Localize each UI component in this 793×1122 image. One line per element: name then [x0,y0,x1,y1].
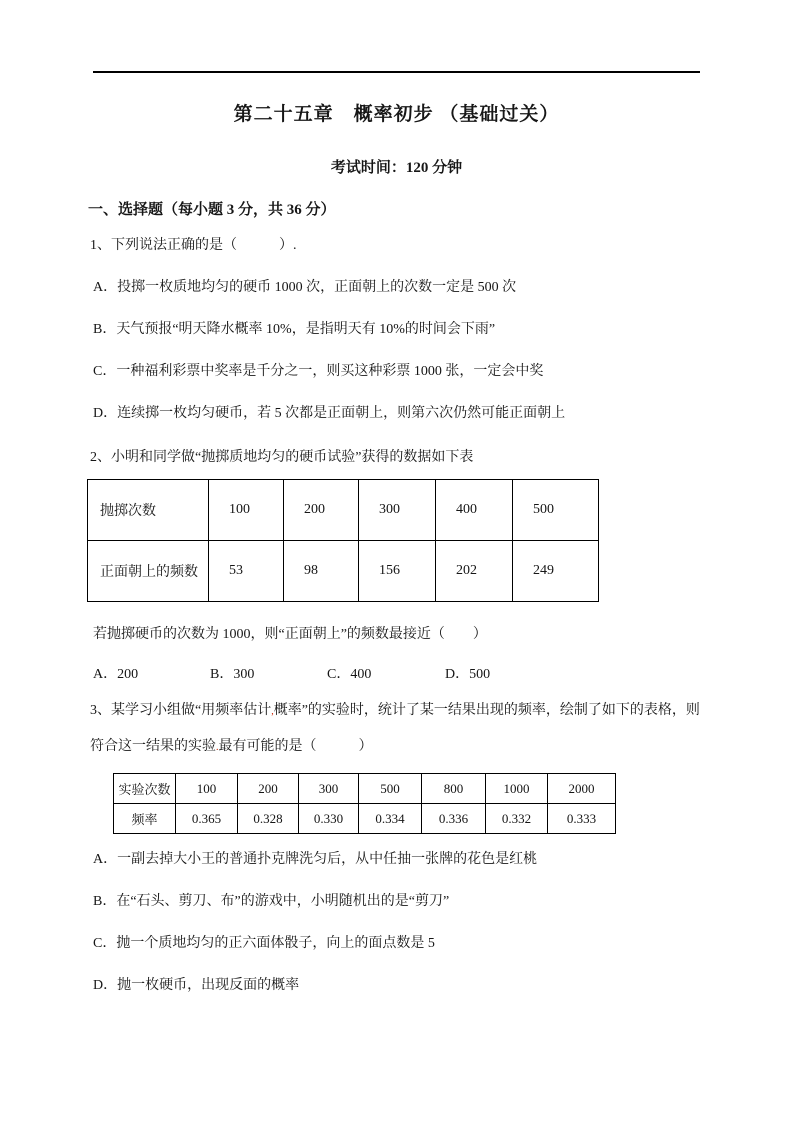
table-cell: 300 [359,480,436,541]
table-cell: 500 [359,774,422,804]
question-3-option-d: D．抛一枚硬币，出现反面的概率 [93,978,300,993]
table-cell: 800 [422,774,486,804]
annotation-mark-icon: , [271,706,274,717]
table-row [114,804,616,834]
table-cell: 0.336 [422,804,486,834]
table-row [88,480,599,541]
question-3-option-b: B．在“石头、剪刀、布”的游戏中，小明随机出的是“剪刀” [93,894,450,909]
question-1-stem: 1、下列说法正确的是（ ）. [90,238,297,253]
table-cell: 0.334 [359,804,422,834]
table-cell: 1000 [486,774,548,804]
question-3-option-a: A．一副去掉大小王的普通扑克牌洗匀后，从中任抽一张牌的花色是红桃 [93,852,538,867]
table-cell: 200 [284,480,359,541]
question-3-stem-line1 [90,702,700,721]
table-cell: 实验次数 [114,774,176,804]
table-cell: 频率 [114,804,176,834]
question-3-stem-text: 最有可能的是（ ） [218,739,373,754]
table-cell: 抛掷次数 [88,480,209,541]
table-cell: 500 [513,480,599,541]
table-cell: 0.328 [238,804,299,834]
table-cell: 53 [209,541,284,602]
table-row [88,541,599,602]
table-row [114,774,616,804]
annotation-mark-icon: . [216,742,219,753]
question-2-stem: 2、小明和同学做“抛掷质地均匀的硬币试验”获得的数据如下表 [90,450,474,465]
table-cell: 2000 [548,774,616,804]
question-2-choice-c: C．400 [327,667,372,682]
table-cell: 0.333 [548,804,616,834]
table-cell: 0.365 [176,804,238,834]
table-cell: 202 [436,541,513,602]
table-cell: 100 [209,480,284,541]
table-cell: 300 [299,774,359,804]
table-cell: 0.332 [486,804,548,834]
question-2-choice-b: B．300 [210,667,255,682]
table-cell: 100 [176,774,238,804]
table-cell: 200 [238,774,299,804]
section-heading: 一、选择题（每小题 3 分，共 36 分） [88,202,336,218]
question-3-stem-text: 3、某学习小组做“用频率估计 [90,703,272,718]
header-rule [93,71,700,73]
question-2-choice-a: A．200 [93,667,139,682]
question-1-option-d: D．连续掷一枚均匀硬币，若 5 次都是正面朝上，则第六次仍然可能正面朝上 [93,406,566,421]
question-3-stem-text: 符合这一结果的实验 [90,739,216,754]
frequency-data-table [113,773,616,834]
question-2-followup: 若抛掷硬币的次数为 1000，则“正面朝上”的频数最接近（ ） [93,627,487,642]
table-cell: 156 [359,541,436,602]
table-cell: 249 [513,541,599,602]
question-3-stem-text: 概率”的实验时，统计了某一结果出现的频率，绘制了如下的表格，则 [273,703,700,718]
question-3-stem-line2 [90,738,373,757]
table-cell: 0.330 [299,804,359,834]
question-1-option-c: C．一种福利彩票中奖率是千分之一，则买这种彩票 1000 张，一定会中奖 [93,364,544,379]
table-cell: 98 [284,541,359,602]
question-1-option-b: B．天气预报“明天降水概率 10%，是指明天有 10%的时间会下雨” [93,322,496,337]
exam-duration: 考试时间：120 分钟 [330,160,463,176]
table-cell: 400 [436,480,513,541]
page-title: 第二十五章 概率初步 （基础过关） [233,104,560,125]
question-1-option-a: A．投掷一枚质地均匀的硬币 1000 次，正面朝上的次数一定是 500 次 [93,280,517,295]
question-3-option-c: C．抛一个质地均匀的正六面体骰子，向上的面点数是 5 [93,936,435,951]
coin-toss-data-table [87,479,599,602]
question-2-choice-d: D．500 [445,667,491,682]
table-cell: 正面朝上的频数 [88,541,209,602]
